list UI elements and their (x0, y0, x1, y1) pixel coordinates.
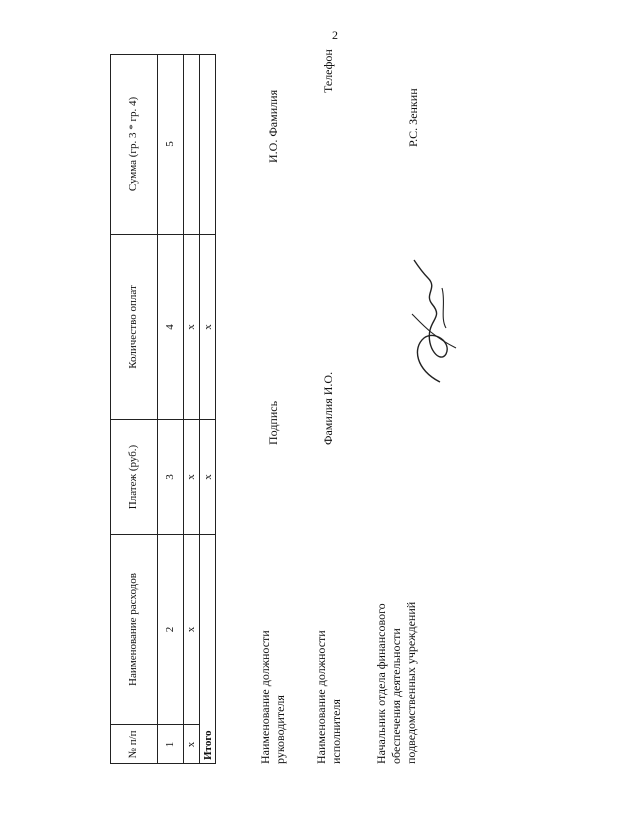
data-cell-5 (184, 54, 200, 234)
executor-phone: Телефон (321, 49, 335, 93)
total-sum-cell (200, 54, 216, 234)
executor-position-label: Наименование должности исполнителя (314, 630, 343, 764)
header-payment: Платеж (руб.) (110, 419, 158, 534)
header-payment-count: Количество оплат (110, 234, 158, 419)
total-count-cell: x (200, 234, 216, 419)
header-sum: Сумма (гр. 3 * гр. 4) (110, 54, 158, 234)
page-number: 2 (332, 28, 338, 42)
data-cell-4: x (184, 234, 200, 419)
head-position-label: Наименование должности руководителя (258, 630, 287, 764)
expenses-table (110, 54, 216, 764)
handwritten-signature (402, 258, 466, 388)
data-cell-2: x (184, 534, 200, 724)
column-number-1: 1 (158, 724, 184, 764)
data-cell-3: x (184, 419, 200, 534)
total-label: Итого (200, 534, 216, 764)
column-number-2: 2 (158, 534, 184, 724)
executor-name: Фамилия И.О. (321, 371, 335, 445)
column-number-3: 3 (158, 419, 184, 534)
chief-position-label: Начальник отдела финансового обеспечения деятельности подведомственных учреждений (374, 601, 418, 764)
chief-name: Р.С. Зенкин (406, 88, 420, 147)
total-payment-cell: x (200, 419, 216, 534)
header-number: № п/п (110, 724, 158, 764)
data-cell-1: x (184, 724, 200, 764)
column-number-5: 5 (158, 54, 184, 234)
head-name: И.О. Фамилия (266, 89, 280, 163)
head-signature-label: Подпись (266, 400, 280, 445)
header-expense-name: Наименование расходов (110, 534, 158, 724)
column-number-4: 4 (158, 234, 184, 419)
